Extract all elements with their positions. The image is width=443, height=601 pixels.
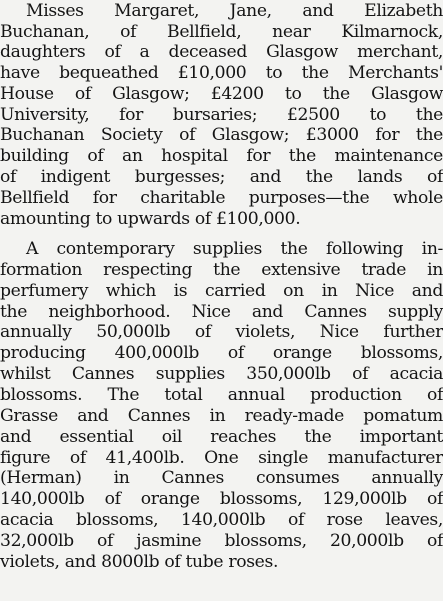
text-line: 140,000lb of orange blossoms, 129,000lb of [0,489,443,509]
text-line: Misses Margaret, Jane, and Elizabeth [26,1,443,21]
text-line: acacia blossoms, 140,000lb of rose leaves, [0,510,443,530]
text-line: building of an hospital for the maintenance [0,146,443,166]
text-line: whilst Cannes supplies 350,000lb of acacia [0,364,443,384]
text-line: House of Glasgow; £4200 to the Glasgow [0,84,443,104]
text-line: the neighborhood. Nice and Cannes supply [0,302,443,322]
text-line: figure of 41,400lb. One single manufacturer [0,448,443,468]
text-line: annually 50,000lb of violets, Nice further [0,322,443,342]
text-line: and essential oil reaches the important [0,427,443,447]
text-line: amounting to upwards of £100,000. [0,209,301,229]
text-line: perfumery which is carried on in Nice and [0,281,443,301]
text-line: Bellfield for charitable purposes—the whole [0,188,443,208]
text-line: of indigent burgesses; and the lands of [0,167,443,187]
text-line: Grasse and Cannes in ready-made pomatum [0,406,443,426]
text-line: (Herman) in Cannes consumes annually [0,468,443,488]
text-line: Buchanan Society of Glasgow; £3000 for the [0,125,443,145]
text-line: daughters of a deceased Glasgow merchant, [0,42,443,62]
text-line: producing 400,000lb of orange blossoms, [0,343,443,363]
text-line: violets, and 8000lb of tube roses. [0,552,279,572]
text-line: 32,000lb of jasmine blossoms, 20,000lb of [0,531,443,551]
text-line: University, for bursaries; £2500 to the [0,105,443,125]
text-line: Buchanan, of Bellfield, near Kilmarnock, [0,22,443,42]
text-line: formation respecting the extensive trade in [0,260,443,280]
text-line: have bequeathed £10,000 to the Merchants' [0,63,443,83]
text-line: blossoms. The total annual production of [0,385,443,405]
text-line: A contemporary supplies the following in- [26,239,443,259]
